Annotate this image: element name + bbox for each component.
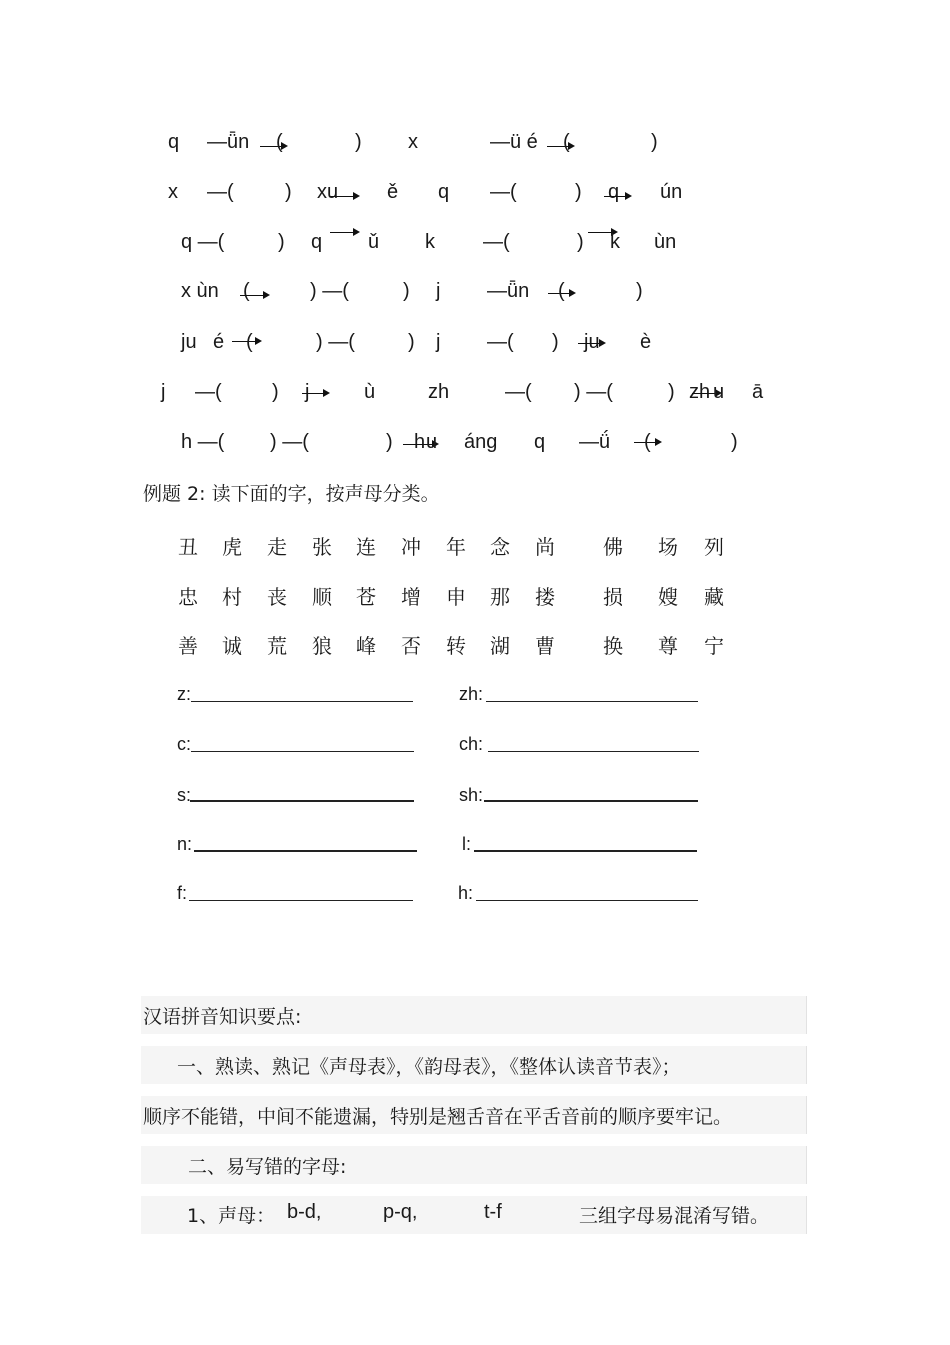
character: 转 — [446, 634, 466, 658]
pinyin-segment: ǔ — [368, 231, 380, 253]
character: 虎 — [222, 535, 242, 559]
arrow-icon — [578, 343, 604, 344]
pinyin-segment: h —( — [181, 431, 225, 453]
character: 佛 — [603, 535, 623, 559]
pinyin-segment: ) — [552, 331, 559, 353]
pinyin-segment: ( — [243, 280, 250, 302]
pinyin-segment: ( — [563, 131, 570, 153]
arrow-icon — [240, 295, 268, 296]
pinyin-segment: ) — [278, 231, 285, 253]
notes-point1-cont-band — [141, 1096, 807, 1134]
character: 丑 — [178, 535, 198, 559]
notes-point2: 二、易写错的字母: — [188, 1156, 347, 1178]
character: 那 — [490, 585, 510, 609]
character: 连 — [356, 535, 376, 559]
pinyin-segment: j — [305, 381, 310, 403]
pinyin-segment: ju — [181, 331, 197, 353]
character: 善 — [178, 634, 198, 658]
pinyin-segment: ) — [668, 381, 675, 403]
pinyin-segment: k — [425, 231, 435, 253]
answer-line-z[interactable] — [191, 701, 413, 702]
answer-line-c[interactable] — [191, 751, 414, 752]
blank-label-zh: zh: — [459, 684, 484, 704]
pinyin-segment: xu — [317, 181, 339, 203]
answer-line-f[interactable] — [189, 900, 413, 901]
character: 峰 — [356, 634, 376, 658]
pinyin-segment: ù — [364, 381, 376, 403]
answer-line-l[interactable] — [474, 850, 697, 852]
notes-point2-band — [141, 1146, 807, 1184]
pinyin-segment: q —( — [181, 231, 225, 253]
pinyin-segment: ) — [731, 431, 738, 453]
answer-line-n[interactable] — [194, 850, 417, 852]
character: 场 — [658, 535, 678, 559]
pinyin-segment: ) —( — [270, 431, 309, 453]
answer-line-s[interactable] — [190, 800, 414, 802]
pinyin-segment: h — [414, 431, 426, 453]
answer-line-h[interactable] — [476, 900, 698, 901]
blank-label-l: l: — [462, 834, 471, 854]
pinyin-segment: —( — [487, 331, 514, 353]
character: 冲 — [401, 535, 421, 559]
character: 荒 — [267, 634, 287, 658]
character: 曹 — [535, 634, 555, 658]
character: 尚 — [535, 535, 555, 559]
pinyin-segment: ) — [403, 280, 410, 302]
pinyin-segment: ( — [246, 331, 253, 353]
pinyin-segment: ( — [558, 280, 565, 302]
notes-point1: 一、熟读、熟记《声母表》，《韵母表》，《整体认读音节表》； — [177, 1056, 681, 1078]
pinyin-segment: —ǖn — [487, 280, 530, 302]
character: 顺 — [312, 585, 332, 609]
notes-sub1-pair-tf: t-f — [484, 1201, 502, 1223]
character: 张 — [312, 535, 332, 559]
character: 走 — [267, 535, 287, 559]
pinyin-segment: q — [311, 231, 323, 253]
pinyin-segment: ) — [272, 381, 279, 403]
character: 尊 — [658, 634, 678, 658]
blank-label-sh: sh: — [459, 785, 484, 805]
pinyin-segment: ) — [577, 231, 584, 253]
character: 换 — [603, 634, 623, 658]
pinyin-segment: ) — [636, 280, 643, 302]
character: 年 — [446, 535, 466, 559]
notes-title-band — [141, 996, 807, 1034]
pinyin-segment: ) — [575, 181, 582, 203]
pinyin-segment: —ǘ — [579, 431, 611, 453]
character: 狼 — [312, 634, 332, 658]
pinyin-segment: x — [408, 131, 418, 153]
pinyin-segment: q — [168, 131, 180, 153]
pinyin-segment: áng — [464, 431, 498, 453]
character: 列 — [704, 535, 724, 559]
character: 丧 — [267, 585, 287, 609]
pinyin-segment: ) — [285, 181, 292, 203]
pinyin-segment: —( — [207, 181, 234, 203]
notes-sub1-band — [141, 1196, 807, 1234]
character: 藏 — [704, 585, 724, 609]
notes-sub1-pair-pq: p-q, — [383, 1201, 418, 1223]
pinyin-segment: ( — [276, 131, 283, 153]
character: 申 — [446, 585, 466, 609]
blank-label-z: z: — [177, 684, 192, 704]
blank-label-f: f: — [177, 883, 188, 903]
notes-sub1-prefix: 1、声母： — [187, 1205, 276, 1227]
pinyin-segment: ā — [752, 381, 764, 403]
pinyin-segment: u — [426, 431, 438, 453]
notes-sub1-suffix: 三组字母易混淆写错。 — [579, 1205, 770, 1227]
pinyin-segment: —( — [483, 231, 510, 253]
arrow-icon — [330, 232, 358, 233]
blank-label-ch: ch: — [459, 734, 484, 754]
arrow-icon — [604, 196, 630, 197]
character: 村 — [222, 585, 242, 609]
character: 嫂 — [658, 585, 678, 609]
pinyin-segment: ě — [387, 181, 399, 203]
pinyin-segment: ún — [660, 181, 683, 203]
pinyin-segment: é — [213, 331, 225, 353]
pinyin-segment: x ùn — [181, 280, 219, 302]
character: 苍 — [356, 585, 376, 609]
pinyin-segment: ) —( — [316, 331, 355, 353]
character: 否 — [401, 634, 421, 658]
arrow-icon — [330, 196, 358, 197]
pinyin-segment: q — [608, 181, 620, 203]
notes-point1-cont: 顺序不能错，中间不能遗漏，特别是翘舌音在平舌音前的顺序要牢记。 — [143, 1106, 733, 1128]
pinyin-segment: —ǖn — [207, 131, 250, 153]
pinyin-segment: ju — [584, 331, 600, 353]
character: 诚 — [222, 634, 242, 658]
pinyin-segment: —ü é — [490, 131, 538, 153]
pinyin-segment: k — [610, 231, 620, 253]
pinyin-segment: j — [161, 381, 166, 403]
character: 损 — [603, 585, 623, 609]
character: 搂 — [535, 585, 555, 609]
blank-label-c: c: — [177, 734, 192, 754]
answer-line-zh[interactable] — [486, 701, 698, 702]
pinyin-segment: ) — [386, 431, 393, 453]
character: 湖 — [490, 634, 510, 658]
pinyin-segment: ) — [408, 331, 415, 353]
character: 宁 — [704, 634, 724, 658]
blank-label-n: n: — [177, 834, 193, 854]
notes-point1-band — [141, 1046, 807, 1084]
pinyin-segment: q — [534, 431, 546, 453]
blank-label-h: h: — [458, 883, 474, 903]
pinyin-segment: —( — [505, 381, 532, 403]
pinyin-segment: ) —( — [574, 381, 613, 403]
pinyin-segment: q — [438, 181, 450, 203]
pinyin-segment: j — [436, 280, 441, 302]
answer-line-ch[interactable] — [488, 751, 699, 752]
character: 忠 — [178, 585, 198, 609]
example2-heading: 例题 2: 读下面的字，按声母分类。 — [143, 483, 440, 505]
arrow-icon — [302, 393, 328, 394]
pinyin-segment: ) — [355, 131, 362, 153]
pinyin-segment: x — [168, 181, 178, 203]
pinyin-segment: u — [713, 381, 725, 403]
blank-label-s: s: — [177, 785, 192, 805]
pinyin-segment: j — [436, 331, 441, 353]
pinyin-segment: zh — [428, 381, 450, 403]
pinyin-segment: è — [640, 331, 652, 353]
pinyin-segment: ( — [644, 431, 651, 453]
pinyin-segment: —( — [195, 381, 222, 403]
pinyin-segment: zh — [689, 381, 711, 403]
notes-title: 汉语拼音知识要点: — [143, 1006, 302, 1028]
answer-line-sh[interactable] — [484, 800, 698, 802]
character: 念 — [490, 535, 510, 559]
notes-sub1-pair-bd: b-d, — [287, 1201, 322, 1223]
pinyin-segment: ) —( — [310, 280, 349, 302]
pinyin-segment: —( — [490, 181, 517, 203]
pinyin-segment: ùn — [654, 231, 677, 253]
character: 增 — [401, 585, 421, 609]
pinyin-segment: ) — [651, 131, 658, 153]
